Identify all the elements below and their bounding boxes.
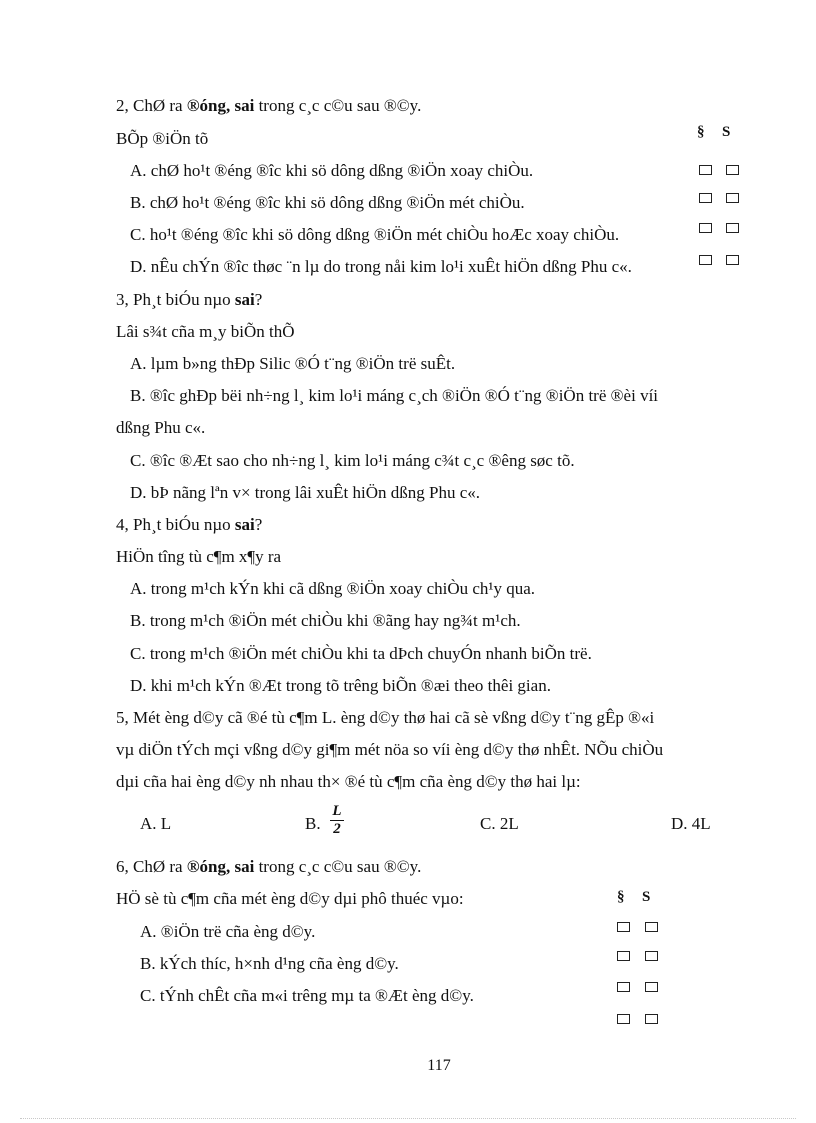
q4-option-c: C. trong m¹ch ®iÖn mét chiÒu khi ta dÞch chuyÓn nhanh biÕn trë. [130, 644, 592, 663]
footer-divider [20, 1118, 796, 1119]
q6-a-false-checkbox[interactable] [645, 922, 658, 932]
q2-a-true-checkbox[interactable] [699, 165, 712, 175]
q6-option-c: C. tÝnh chÊt cña m«i trêng mµ ta ®Æt èng d©y. [140, 986, 474, 1005]
q2-a-false-checkbox[interactable] [726, 165, 739, 175]
fraction-denominator: 2 [333, 821, 341, 837]
q2-c-false-checkbox[interactable] [726, 223, 739, 233]
q5-stem-line-1: 5, Mét èng d©y cã ®é tù c¶m L. èng d©y thø hai cã sè vßng d©y t¨ng gÊp ®«i [116, 708, 655, 727]
q2-option-b: B. chØ ho¹t ®éng ®îc khi sö dông dßng ®iÖn mét chiÒu. [130, 193, 525, 212]
q2-lead: BÕp ®iÖn tõ [116, 129, 209, 148]
q2-true-column-header: § [697, 124, 705, 140]
q4-stem: 4, Ph¸t biÓu nµo sai? [116, 515, 263, 534]
q5-answer-b-fraction [330, 804, 344, 837]
q5-stem-line-3: dµi cña hai èng d©y nh nhau th× ®é tù c¶m cña èng d©y thø hai lµ: [116, 772, 581, 791]
q4-lead: HiÖn tîng tù c¶m x¶y ra [116, 547, 282, 566]
q4-option-d: D. khi m¹ch kÝn ®Æt trong tõ trêng biÕn ®æi theo thêi gian. [130, 676, 551, 695]
q3-option-c: C. ®îc ®Æt sao cho nh÷ng l¸ kim lo¹i máng c¾t c¸c ®êng søc tõ. [130, 451, 575, 470]
q6-c-false-checkbox[interactable] [645, 982, 658, 992]
q3-option-a: A. lµm b»ng thÐp Silic ®Ó t¨ng ®iÖn trë suÊt. [130, 354, 456, 373]
q2-b-true-checkbox[interactable] [699, 193, 712, 203]
q2-c-true-checkbox[interactable] [699, 223, 712, 233]
q5-answer-b: B. [305, 814, 321, 833]
q3-option-d: D. bÞ nãng lªn v× trong lâi xuÊt hiÖn dßng Phu c«. [130, 483, 481, 502]
q5-answer-d: D. 4L [671, 814, 711, 833]
q5-answer-c: C. 2L [480, 814, 519, 833]
q6-false-column-header: S [642, 889, 651, 905]
q6-lead: HÖ sè tù c¶m cña mét èng d©y dµi phô thuéc vµo: [116, 889, 464, 908]
q6-option-a: A. ®iÖn trë cña èng d©y. [140, 922, 316, 941]
q3-stem: 3, Ph¸t biÓu nµo sai? [116, 290, 263, 309]
q5-answer-a: A. L [140, 814, 172, 833]
q2-d-false-checkbox[interactable] [726, 255, 739, 265]
q2-option-c: C. ho¹t ®éng ®îc khi sö dông dßng ®iÖn mét chiÒu hoÆc xoay chiÒu. [130, 225, 620, 244]
q2-false-column-header: S [722, 124, 731, 140]
q6-extra-false-checkbox[interactable] [645, 1014, 658, 1024]
q2-b-false-checkbox[interactable] [726, 193, 739, 203]
q2-option-d: D. nÊu chÝn ®îc thøc ¨n lµ do trong nåi kim lo¹i xuÊt hiÖn dßng Phu c«. [130, 257, 632, 276]
q6-extra-true-checkbox[interactable] [617, 1014, 630, 1024]
fraction-numerator: L [332, 803, 342, 819]
q6-c-true-checkbox[interactable] [617, 982, 630, 992]
q6-b-true-checkbox[interactable] [617, 951, 630, 961]
q6-b-false-checkbox[interactable] [645, 951, 658, 961]
q2-stem: 2, ChØ ra ®óng, sai trong c¸c c©u sau ®©y. [116, 96, 422, 115]
q4-option-a: A. trong m¹ch kÝn khi cã dßng ®iÖn xoay chiÒu ch¹y qua. [130, 579, 536, 598]
q2-option-a: A. chØ ho¹t ®éng ®îc khi sö dông dßng ®iÖn xoay chiÒu. [130, 161, 534, 180]
q6-option-b: B. kÝch thíc, h×nh d¹ng cña èng d©y. [140, 954, 399, 973]
q6-stem: 6, ChØ ra ®óng, sai trong c¸c c©u sau ®©y. [116, 857, 422, 876]
q5-stem-line-2: vµ diÖn tÝch mçi vßng d©y gi¶m mét nöa so víi èng d©y thø nhÊt. NÕu chiÒu [116, 740, 664, 759]
q6-true-column-header: § [617, 889, 625, 905]
q3-option-b: B. ®îc ghÐp bëi nh÷ng l¸ kim lo¹i máng c¸ch ®iÖn ®Ó t¨ng ®iÖn trë ®èi víi [130, 386, 659, 405]
q4-option-b: B. trong m¹ch ®iÖn mét chiÒu khi ®ãng hay ng¾t m¹ch. [130, 611, 521, 630]
q3-lead: Lâi s¾t cña m¸y biÕn thÕ [116, 322, 295, 341]
q2-d-true-checkbox[interactable] [699, 255, 712, 265]
q6-a-true-checkbox[interactable] [617, 922, 630, 932]
page-number: 117 [427, 1057, 451, 1074]
q3-option-b-continued: dßng Phu c«. [116, 418, 206, 437]
